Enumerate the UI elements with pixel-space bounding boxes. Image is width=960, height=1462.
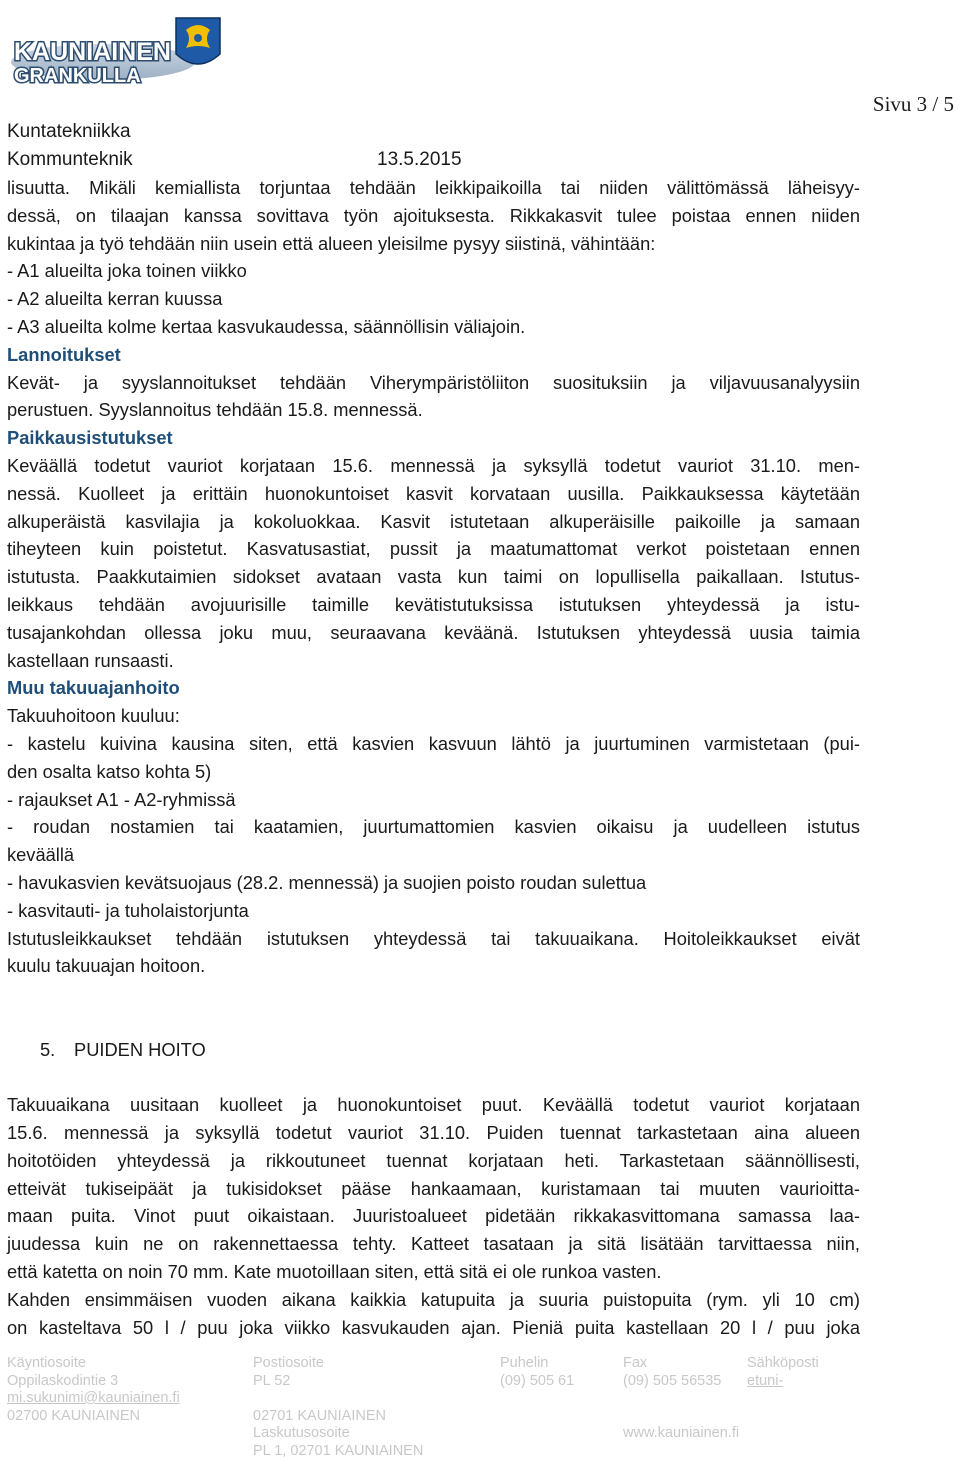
coat-of-arms-icon — [176, 18, 220, 64]
text-line: Kevät- ja syyslannoitukset tehdään Viherympäristöliiton suosituksiin ja viljavuusanalyysiin — [7, 371, 860, 393]
body-part-2 — [7, 1091, 860, 1341]
footer-email-part2[interactable]: mi.sukunimi@kauniainen.fi — [7, 1390, 180, 1406]
text-line: etteivät tukiseipäät ja tukisidokset pääse hankaamaan, kuristamaan tai muuten vaurioitta- — [7, 1177, 860, 1199]
text-line: juudessa kuin ne on rakennettaessa tehty. Katteet tasataan ja sitä lisätään tarvittaessa niin, — [7, 1233, 860, 1255]
text-line: maan puita. Vinot puut oikaistaan. Juuristoalueet pidetään rikkakasvittomana samassa laa- — [7, 1205, 860, 1227]
text-line: kastellaan runsaasti. — [7, 649, 174, 671]
text-line: Takuuaikana uusitaan kuolleet ja huonokuntoiset puut. Keväällä todetut vauriot korjataan — [7, 1094, 860, 1116]
text-line: - havukasvien kevätsuojaus (28.2. mennessä) ja suojien poisto roudan sulettua — [7, 871, 647, 893]
footer-billing-address: PL 1, 02701 KAUNIAINEN — [253, 1442, 424, 1459]
text-line: alkuperäistä kasvilajia ja kokoluokkaa. Kasvit istutetaan alkuperäisille paikoille ja samaan — [7, 510, 860, 532]
text-line: perustuen. Syyslannoitus tehdään 15.8. mennessä. — [7, 399, 423, 421]
footer-phone-label: Puhelin — [500, 1355, 549, 1371]
page-number: Sivu 3 / 5 — [872, 92, 954, 116]
footer-web[interactable]: www.kauniainen.fi — [623, 1425, 740, 1441]
text-line: että katetta on noin 70 mm. Kate muotoillaan siten, että sitä ei ole runkoa vasten. — [7, 1261, 662, 1283]
subheading: Paikkausistutukset — [7, 427, 173, 449]
text-line: kukintaa ja työ tehdään niin usein että alueen yleisilme pysyy siistinä, vähintään: — [7, 232, 656, 254]
text-line: Keväällä todetut vauriot korjataan 15.6. mennessä ja syksyllä todetut vauriot 31.10. men- — [7, 454, 860, 476]
department-finnish: Kuntatekniikka — [7, 121, 131, 142]
footer-fax-label: Fax — [623, 1355, 648, 1371]
department-swedish: Kommunteknik — [7, 149, 133, 170]
text-line: Kahden ensimmäisen vuoden aikana kaikkia katupuita ja suuria puistopuita (rym. yli 10 cm) — [7, 1288, 860, 1310]
page-footer — [7, 1355, 907, 1462]
footer-visit-label: Käyntiosoite — [7, 1355, 86, 1371]
text-line: 15.6. mennessä ja syksyllä todetut vauriot 31.10. Puiden tuennat tarkastetaan aina alueen — [7, 1122, 860, 1144]
text-line: istutusta. Paakkutaimien sidokset avataan vasta kun taimi on lopullisella paikallaan. Istutus- — [7, 566, 860, 588]
text-line: - A3 alueilta kolme kertaa kasvukaudessa, säännöllisin väliajoin. — [7, 315, 526, 337]
footer-postal-box: PL 52 — [253, 1372, 291, 1389]
text-line: lisuutta. Mikäli kemiallista torjuntaa tehdään leikkipaikoilla tai niiden välittömässä läheisyy- — [7, 177, 860, 198]
logo-text-2: GRANKULLA — [14, 65, 141, 87]
section-title: PUIDEN HOITO — [74, 1038, 206, 1060]
text-line: - A2 alueilta kerran kuussa — [7, 288, 223, 310]
text-line: Istutusleikkaukset tehdään istutuksen yhteydessä tai takuuaikana. Hoitoleikkaukset eivät — [7, 927, 860, 949]
footer-email-part1[interactable]: etuni- — [747, 1372, 784, 1389]
spacer — [7, 980, 860, 1036]
text-line: leikkaus tehdään avojuurisille taimille kevätistutuksissa istutuksen yhteydessä ja istu- — [7, 593, 860, 615]
body-part-1 — [7, 174, 860, 980]
kauniainen-logo — [8, 10, 223, 90]
text-line: dessä, on tilaajan kanssa sovittava työn ajoituksesta. Rikkakasvit tulee poistaa ennen niiden — [7, 204, 860, 226]
text-line: hoitotöiden yhteydessä ja rikkoutuneet tuennat korjataan heti. Tarkastetaan säännöllisesti, — [7, 1149, 860, 1171]
footer-visit-street: Oppilaskodintie 3 — [7, 1372, 119, 1389]
footer-billing-label: Laskutusosoite — [253, 1425, 350, 1441]
text-line: tiheyteen kuin poistetut. Kasvatusastiat, pussit ja maatumattomat verkot poistetaan ennen — [7, 538, 860, 560]
document-body — [7, 174, 860, 1341]
section-number: 5. — [40, 1038, 56, 1060]
text-line: Takuuhoitoon kuuluu: — [7, 705, 180, 727]
text-line: - kasvitauti- ja tuholaistorjunta — [7, 899, 249, 921]
text-line: - A1 alueilta joka toinen viikko — [7, 260, 247, 282]
text-line: den osalta katso kohta 5) — [7, 760, 212, 782]
text-line: on kasteltava 50 l / puu joka viikko kasvukauden ajan. Pieniä puita kastellaan 20 l / puu joka — [7, 1316, 860, 1338]
footer-fax: (09) 505 56535 — [623, 1372, 722, 1389]
text-line: - rajaukset A1 - A2-ryhmissä — [7, 788, 236, 810]
footer-phone: (09) 505 61 — [500, 1372, 575, 1389]
footer-email-label: Sähköposti — [747, 1355, 819, 1371]
section-heading — [7, 1036, 860, 1064]
subheading: Muu takuuajanhoito — [7, 677, 180, 699]
text-line: nessä. Kuolleet ja erittäin huonokuntoiset kasvit korvataan uusilla. Paikkauksessa käytetään — [7, 482, 860, 504]
text-line: kuulu takuuajan hoitoon. — [7, 955, 206, 977]
text-line: - kastelu kuivina kausina siten, että kasvien kasvuun lähtö ja juurtuminen varmistetaan (pui- — [7, 732, 860, 754]
footer-postal-label: Postiosoite — [253, 1355, 324, 1371]
spacer — [7, 1064, 860, 1092]
text-line: - roudan nostamien tai kaatamien, juurtumattomien kasvien oikaisu ja uudelleen istutus — [7, 816, 860, 838]
footer-visit-city: 02700 KAUNIAINEN — [7, 1407, 140, 1424]
footer-postal-city: 02701 KAUNIAINEN — [253, 1407, 386, 1424]
document-date: 13.5.2015 — [377, 149, 462, 170]
text-line: tusajankohdan ollessa joku muu, seuraavana keväänä. Istutuksen yhteydessä uusia taimia — [7, 621, 860, 643]
text-line: keväällä — [7, 844, 75, 866]
logo-text-1: KAUNIAINEN — [14, 38, 171, 66]
subheading: Lannoitukset — [7, 343, 121, 365]
